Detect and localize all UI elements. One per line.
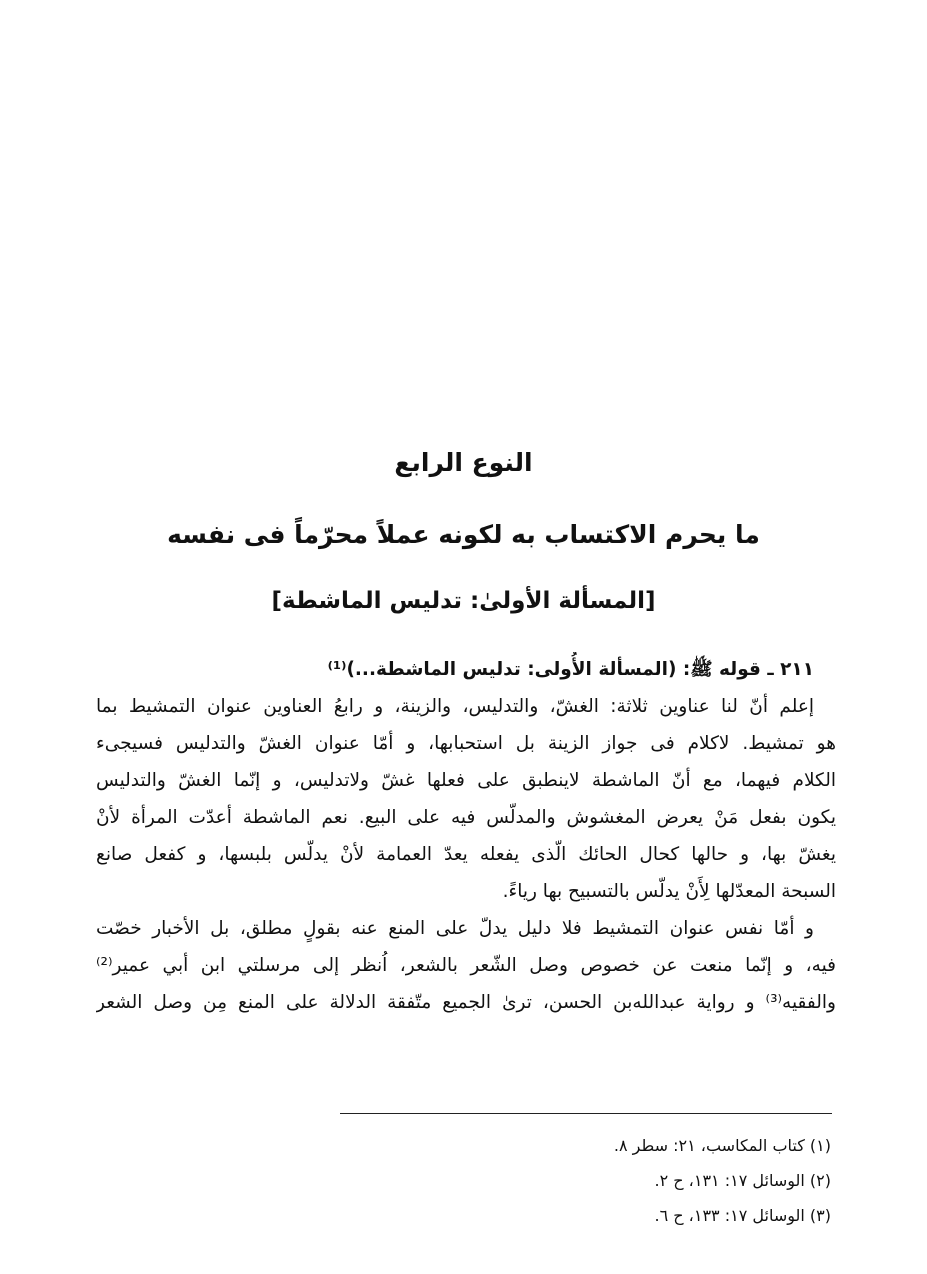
paragraph-opening-line: ٢١١ ـ قوله ﷺ: (المسألة الأُولى: تدليس الماشطة...)⁽¹⁾ [327,659,814,680]
body-line: يكون بفعل مَنْ يعرض المغشوش والمدلّس فيه على البيع. نعم الماشطة أعدّت المرأة لأنْ [96,807,836,828]
issue-heading: [المسألة الأولىٰ: تدليس الماشطة] [271,588,656,614]
footnote-divider [340,1113,832,1114]
body-line: السبحة المعدّلها لِأَنْ يدلّس بالتسبيح بها رياءً. [502,881,836,902]
chapter-title: ما يحرم الاكتساب به لكونه عملاً محرّماً فى نفسه [167,520,760,549]
footnote-item: (٢) الوسائل ١٧: ١٣١، ح ٢. [654,1171,831,1190]
footnotes [331,1128,831,1233]
footnote-item: (١) كتاب المكاسب، ٢١: سطر ٨. [613,1136,831,1155]
body-line: إعلم أنّ لنا عناوين ثلاثة: الغشّ، والتدليس، والزينة، و رابعُ العناوين عنوان التمشيط بما [96,696,814,717]
body-line: يغشّ بها، و حالها كحال الحائك الّذى يفعله يعدّ العمامة لأنْ يدلّس بلبسها، و كفعل صانع [96,844,836,865]
body-line: فيه، و إنّما منعت عن خصوص وصل الشّعر بالشعر، اُنظر إلى مرسلتي ابن أبي عمير⁽²⁾ [96,955,836,976]
body-line: والفقيه⁽³⁾ و رواية عبدالله‌بن الحسن، ترىٰ الجميع متّفقة الدلالة على المنع مِن وصل الشعر [96,992,836,1013]
body-line: و أمّا نفس عنوان التمشيط فلا دليل يدلّ على المنع عنه بقولٍ مطلق، بل الأخبار خصّت [96,918,814,939]
body-line: هو تمشيط. لاكلام فى جواز الزينة بل استحبابها، و أمّا عنوان الغشّ والتدليس فسيجىء [96,733,836,754]
body-line: الكلام فيهما، مع أنّ الماشطة لاينطبق على فعلها غشّ ولاتدليس، و إنّما الغشّ والتدليس [96,770,836,791]
footnote-item: (٣) الوسائل ١٧: ١٣٣، ح ٦. [654,1206,831,1225]
section-heading: النوع الرابع [394,448,533,477]
